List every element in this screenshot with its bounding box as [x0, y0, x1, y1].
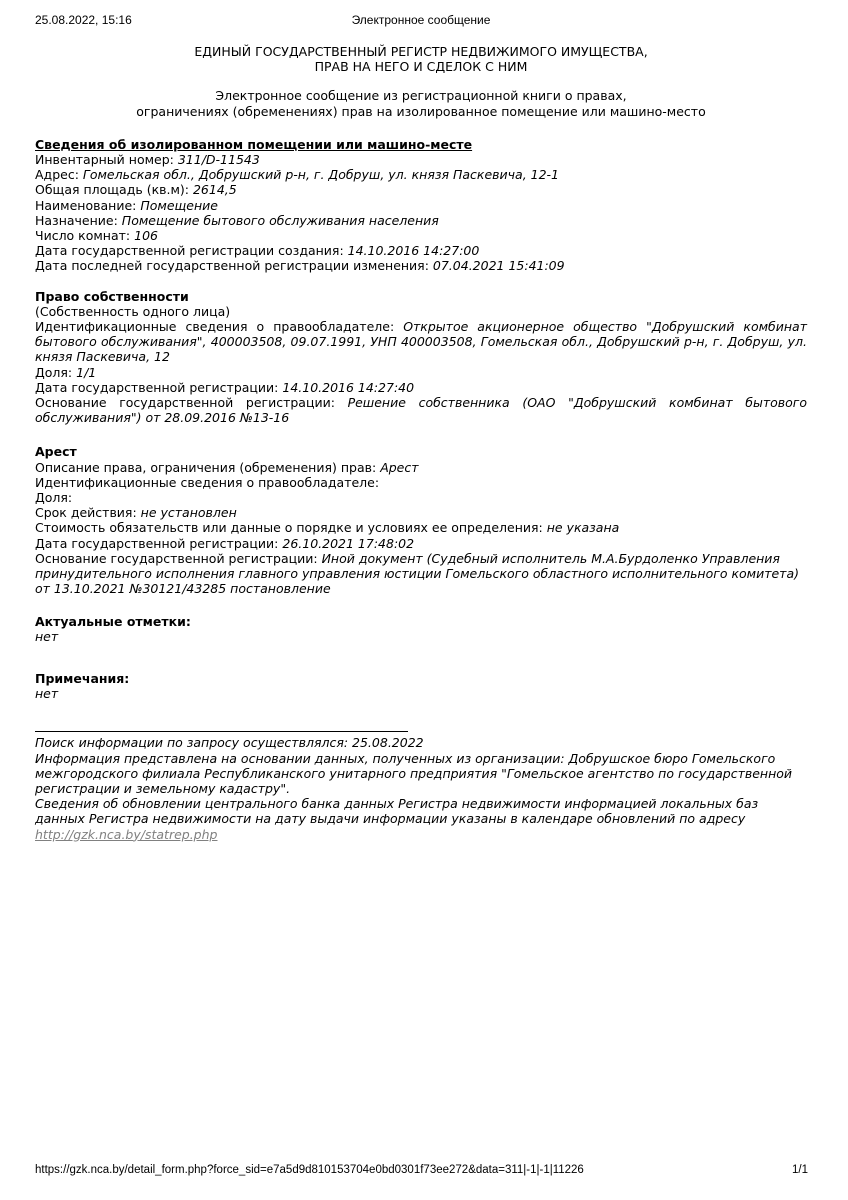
- field-row: [35, 182, 807, 197]
- field-label: Основание государственной регистрации:: [35, 550, 318, 566]
- section-premises-fields: [35, 152, 807, 274]
- field-value: Помещение бытового обслуживания населения: [121, 212, 439, 228]
- print-footer: [35, 1163, 808, 1177]
- footer-source-line: Информация представлена на основании данных, полученных из организации: Добрушское бюро Гомельского межгородского филиала Республиканского унитарного предприятия "Гомельское агентство по государственной регистрации и земельному кадастру".: [35, 750, 793, 796]
- field-row: [35, 243, 807, 258]
- field-value: 14.10.2016 14:27:00: [347, 243, 480, 259]
- section-notes-value: нет: [35, 686, 59, 702]
- footer-search-line: Поиск информации по запросу осуществлялся: 25.08.2022: [35, 735, 424, 751]
- field-value: 2614,5: [192, 182, 237, 198]
- section-ownership-fields: [35, 304, 807, 426]
- section-premises-heading: Сведения об изолированном помещении или машино-месте: [35, 136, 473, 152]
- field-row: [35, 152, 807, 167]
- statrep-link[interactable]: http://gzk.nca.by/statrep.php: [35, 826, 218, 842]
- document-title-line1: ЕДИНЫЙ ГОСУДАРСТВЕННЫЙ РЕГИСТР НЕДВИЖИМОГО ИМУЩЕСТВА,: [194, 44, 648, 59]
- field-label: Адрес:: [35, 167, 79, 183]
- field-row: [35, 319, 807, 365]
- field-row: [35, 551, 807, 597]
- field-label: Идентификационные сведения о правообладателе:: [35, 319, 395, 335]
- field-value: 1/1: [76, 364, 97, 380]
- field-label: (Собственность одного лица): [35, 303, 231, 319]
- section-premises: [35, 137, 807, 274]
- print-footer-page-number: 1/1: [792, 1164, 808, 1176]
- field-row: [35, 520, 807, 535]
- field-label: Дата государственной регистрации:: [35, 535, 279, 551]
- section-notes: [35, 671, 807, 701]
- field-label: Назначение:: [35, 212, 118, 228]
- field-label: Наименование:: [35, 197, 137, 213]
- page-content: [35, 0, 807, 842]
- field-label: Описание права, ограничения (обременения) прав:: [35, 459, 377, 475]
- document-title-line2: ПРАВ НА НЕГО И СДЕЛОК С НИМ: [314, 59, 528, 75]
- field-value: Гомельская обл., Добрушский р-н, г. Добруш, ул. князя Паскевича, 12-1: [82, 167, 560, 183]
- document-subtitle-line1: Электронное сообщение из регистрационной книги о правах,: [215, 88, 627, 104]
- field-label: Основание государственной регистрации:: [35, 395, 335, 411]
- field-row: [35, 505, 807, 520]
- section-ownership: [35, 289, 807, 426]
- section-marks-value: нет: [35, 628, 59, 644]
- field-label: Дата государственной регистрации создания:: [35, 243, 344, 259]
- field-label: Дата последней государственной регистрации изменения:: [35, 258, 429, 274]
- field-row: [35, 395, 807, 425]
- field-row: [35, 460, 807, 475]
- field-label: Идентификационные сведения о правообладателе:: [35, 474, 380, 490]
- field-label: Доля:: [35, 490, 73, 506]
- field-label: Общая площадь (кв.м):: [35, 182, 189, 198]
- field-label: Число комнат:: [35, 228, 131, 244]
- field-label: Доля:: [35, 364, 73, 380]
- footer-update-line: Сведения об обновлении центрального банка данных Регистра недвижимости информацией локальных баз данных Регистра недвижимости на дату выдачи информации указаны в календаре обновлений по адресу: [35, 796, 759, 827]
- document-subtitle: [35, 88, 807, 118]
- field-value: 106: [134, 228, 158, 244]
- field-value: не установлен: [140, 505, 237, 521]
- field-value: Открытое акционерное общество "Добрушский комбинат бытового обслуживания", 400003508, 09.07.1991, УНП 400003508, Гомельская обл., Добрушский р-н, г. Добруш, ул. князя Паскевича, 12: [35, 319, 807, 365]
- field-row: [35, 167, 807, 182]
- field-row: [35, 490, 807, 505]
- field-row: [35, 213, 807, 228]
- field-value: Помещение: [140, 197, 218, 213]
- field-row: [35, 198, 807, 213]
- field-value: 311/D-11543: [177, 152, 260, 168]
- field-label: Инвентарный номер:: [35, 152, 174, 168]
- field-value: 14.10.2016 14:27:40: [282, 379, 415, 395]
- section-arrest: [35, 444, 807, 596]
- print-doc-name: Электронное сообщение: [351, 13, 491, 27]
- field-row: [35, 380, 807, 395]
- section-notes-heading: Примечания:: [35, 670, 130, 686]
- document-subtitle-line2: ограничениях (обременениях) прав на изолированное помещение или машино-место: [136, 103, 706, 119]
- field-value: 07.04.2021 15:41:09: [432, 258, 565, 274]
- field-value: Иной документ (Судебный исполнитель М.А.Бурдоленко Управления принудительного исполнения главного управления юстиции Гомельского областного исполнительного комитета) от 13.10.2021 №30121/43285 постановление: [35, 550, 799, 597]
- field-row: [35, 304, 807, 319]
- section-arrest-fields: [35, 460, 807, 597]
- print-header: [35, 12, 807, 28]
- field-value: 26.10.2021 17:48:02: [282, 535, 415, 551]
- footer-info-block: [35, 731, 807, 841]
- section-marks-heading: Актуальные отметки:: [35, 613, 191, 629]
- print-datetime: 25.08.2022, 15:16: [35, 13, 132, 27]
- field-row: [35, 228, 807, 243]
- field-label: Дата государственной регистрации:: [35, 379, 279, 395]
- print-footer-url: https://gzk.nca.by/detail_form.php?force_sid=e7a5d9d810153704e0bd0301f73ee272&data=311|-1|-1|11226: [35, 1164, 584, 1176]
- field-row: [35, 365, 807, 380]
- field-value: Арест: [380, 459, 419, 475]
- section-arrest-heading: Арест: [35, 444, 77, 460]
- field-row: [35, 258, 807, 273]
- field-row: [35, 536, 807, 551]
- footer-divider: [35, 731, 408, 732]
- field-row: [35, 475, 807, 490]
- section-ownership-heading: Право собственности: [35, 288, 189, 304]
- field-value: не указана: [546, 520, 620, 536]
- section-marks: [35, 614, 807, 644]
- field-label: Стоимость обязательств или данные о порядке и условиях ее определения:: [35, 520, 543, 536]
- field-value: Решение собственника (ОАО "Добрушский комбинат бытового обслуживания") от 28.09.2016 №13-16: [35, 395, 807, 426]
- document-title: [35, 44, 807, 74]
- field-label: Срок действия:: [35, 505, 137, 521]
